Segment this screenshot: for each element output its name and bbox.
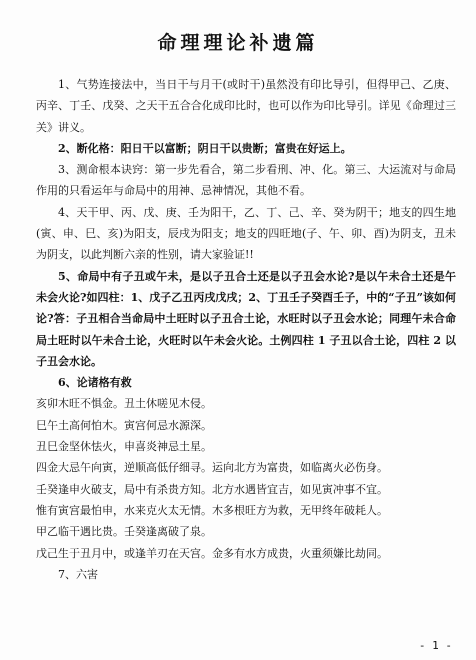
verse-line: 丑巳金坚休怯火，申喜炎神忌土星。 [36, 440, 212, 454]
verse-line: 四金大忌午向寅，逆顺高低仔细寻。运向北方为富贵，如临离火必伤身。 [36, 461, 388, 475]
paragraph-3: 3、测命根本诀窍：第一步先看合，第二步看刑、冲、化。第三、大运流对与命局作用的只看运年与命局中的用神、忌神情况，其他不看。 [36, 163, 456, 198]
verse-line: 惟有寅宫最怕申，水来克火太无情。木多根旺方为救，无甲终年破耗人。 [36, 503, 388, 517]
paragraph-1: 1、气势连接法中，当日干与月干(或时干)虽然没有印比导引，但得甲己、乙庚、丙辛、丁壬、戊癸、之天干五合合化成印比时，也可以作为印比导引。详见《命理过三关》讲义。 [36, 78, 456, 134]
verse-line: 巳午土高何怕木。寅宫何忌水源深。 [36, 418, 212, 432]
verse-line: 壬癸逢申火破支，局中有杀贵方知。北方水遇皆宜吉，如见寅冲事不宜。 [36, 482, 388, 496]
paragraph-5: 5、命局中有子丑或午未，是以子丑合土还是以子丑会水论?是以午未合土还是午未会火论?如四柱：1、戊子乙丑丙戌戊戌；2、丁丑壬子癸酉壬子，中的“子丑”该如何论?答：子丑相合当命局中土旺时以子丑合土论，水旺时以子丑会水论；同理午未合命局土旺时以午未合土论，火旺时以午未会火论。土例四柱 1 子丑以合土论，四柱 2 以子丑会水论。 [36, 269, 456, 368]
section-heading-6: 6、论诸格有救 [58, 376, 132, 390]
verse-line: 戊己生于丑月中，或逢羊刃在天宫。金多有水方成贵，火重须嫌比劫同。 [36, 546, 388, 560]
page-number: - 1 - [418, 639, 452, 652]
verse-line: 甲乙临干遇比贵。壬癸逢离破了泉。 [36, 525, 212, 539]
document-body [36, 74, 456, 585]
section-heading-7: 7、六害 [58, 567, 98, 581]
page-title: 命理理论补遗篇 [157, 32, 319, 54]
paragraph-2: 2、断化格：阳日干以富断；阴日干以贵断；富贵在好运上。 [58, 141, 352, 155]
paragraph-4: 4、天干甲、丙、戊、庚、壬为阳干，乙、丁、己、辛、癸为阴干；地支的四生地(寅、申、巳、亥)为阳支，辰戌为阳支；地支的四旺地(子、午、卯、酉)为阴支，丑未为阴支，以此判断六亲的性别，请大家验证!! [36, 205, 456, 262]
verse-line: 亥卯木旺不惧金。丑土休嗟见木侵。 [36, 397, 212, 411]
